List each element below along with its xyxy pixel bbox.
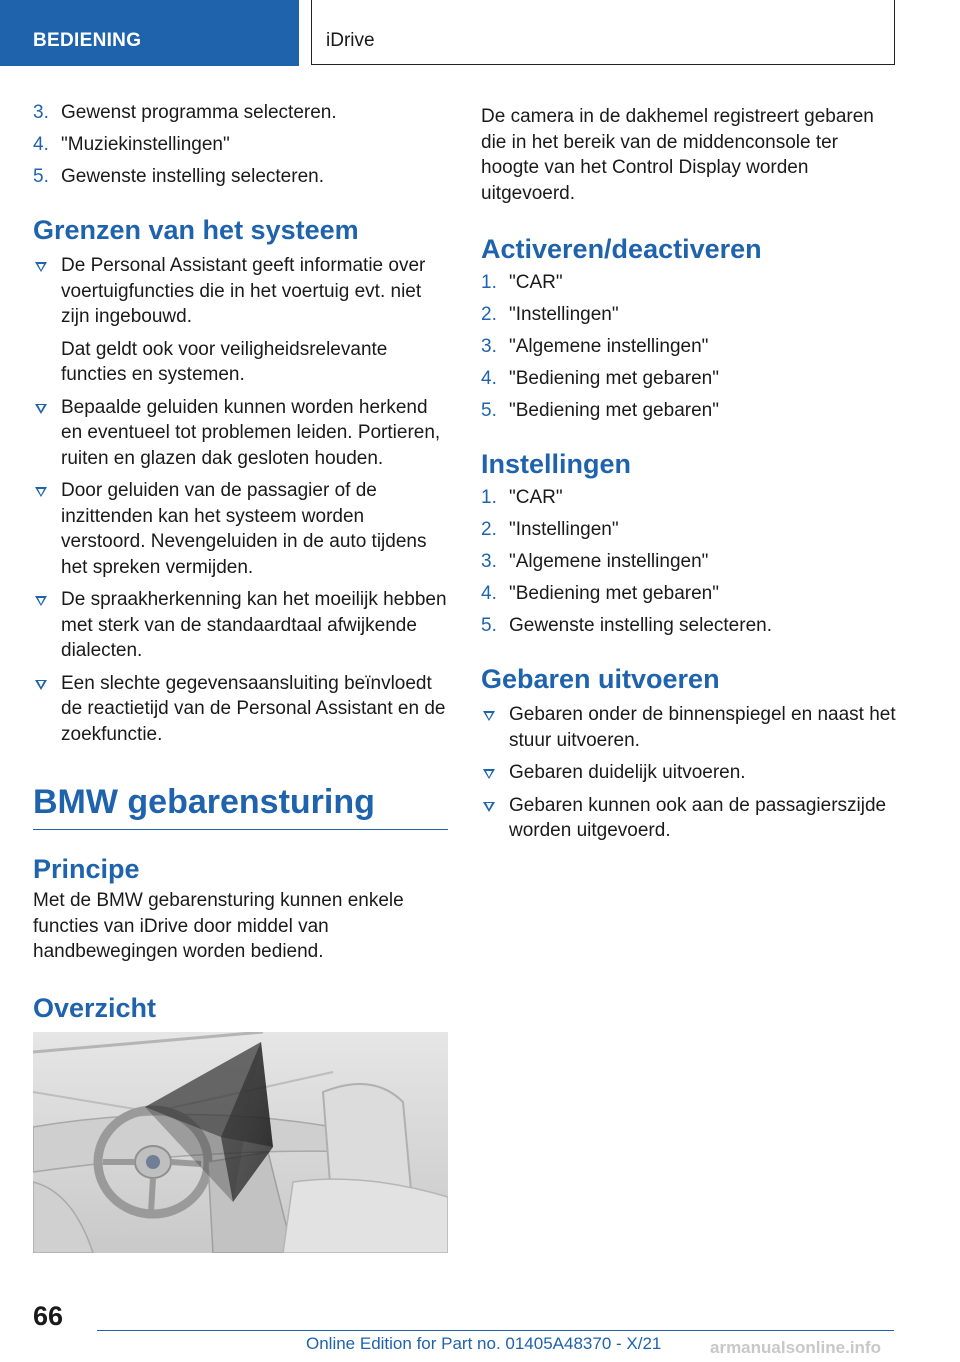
heading-bmw-gebarensturing: BMW gebarensturing	[33, 783, 375, 821]
list-item: Bepaalde geluiden kunnen worden herkend en eventueel tot problemen leiden. Portieren, ruiten en glazen dak gesloten houden.	[33, 395, 448, 472]
header-chapter-box	[311, 0, 895, 65]
heading-principe: Principe	[33, 854, 140, 884]
heading-instellingen: Instellingen	[481, 449, 632, 479]
heading-grenzen: Grenzen van het systeem	[33, 215, 359, 245]
list-item: Gebaren kunnen ook aan de passagierszijde worden uitgevoerd.	[481, 793, 896, 844]
header-chapter-title: iDrive	[326, 30, 375, 51]
triangle-bullet-icon	[483, 802, 495, 812]
settings-steps	[481, 485, 896, 638]
list-item: Door geluiden van de passagier of de inzittenden kan het systeem worden verstoord. Nevengeluiden in de auto tijdens het spreken vermijden.	[33, 478, 448, 580]
header-section-tab	[0, 0, 299, 66]
list-item: 4. "Muziekinstellingen"	[33, 134, 230, 155]
triangle-bullet-icon	[35, 404, 47, 414]
list-item: Een slechte gegevensaansluiting beïnvloedt de reactietijd van de Personal Assistant en de zoekfunctie.	[33, 671, 448, 748]
list-item: 3. "Algemene instellingen"	[481, 551, 709, 572]
heading-rule	[33, 829, 448, 830]
right-column	[481, 104, 896, 851]
car-interior-image	[33, 1032, 448, 1253]
camera-intro-text: De camera in de dakhemel registreert gebaren die in het bereik van de middenconsole ter hoogte van het Control Display worden uitgevoerd.	[481, 106, 874, 204]
activate-steps	[481, 270, 896, 423]
principle-text: Met de BMW gebarensturing kunnen enkele functies van iDrive door middel van handbewegingen worden bediend.	[33, 890, 404, 962]
list-item: 2. "Instellingen"	[481, 304, 619, 325]
heading-overzicht: Overzicht	[33, 992, 157, 1023]
list-item: 5. "Bediening met gebaren"	[481, 400, 719, 421]
list-item: 3. "Algemene instellingen"	[481, 336, 709, 357]
footer-edition: Online Edition for Part no. 01405A48370 - X/21	[306, 1334, 662, 1353]
footer-rule	[97, 1330, 894, 1331]
list-item: 3. Gewenst programma selecteren.	[33, 102, 337, 123]
triangle-bullet-icon	[35, 680, 47, 690]
list-item: 5. Gewenste instelling selecteren.	[33, 166, 324, 187]
list-item: 1. "CAR"	[481, 487, 563, 508]
gesture-camera-illustration-icon	[33, 1032, 448, 1253]
list-item: Gebaren onder de binnenspiegel en naast het stuur uitvoeren.	[481, 702, 896, 753]
heading-gebaren-uitvoeren: Gebaren uitvoeren	[481, 664, 720, 694]
step-list-programma	[33, 100, 448, 189]
triangle-bullet-icon	[483, 769, 495, 779]
page-number: 66	[33, 1301, 64, 1331]
limits-list	[33, 253, 448, 747]
heading-activeren: Activeren/deactiveren	[481, 234, 762, 264]
list-item: 1. "CAR"	[481, 272, 563, 293]
list-item: De spraakherkenning kan het moeilijk hebben met sterk van de standaardtaal afwijkende dialecten.	[33, 587, 448, 664]
triangle-bullet-icon	[35, 596, 47, 606]
list-item: 4. "Bediening met gebaren"	[481, 583, 719, 604]
list-item: 2. "Instellingen"	[481, 519, 619, 540]
list-item: De Personal Assistant geeft informatie over voertuigfuncties die in het voertuig evt. niet zijn ingebouwd. Dat geldt ook voor veiligheidsrelevante functies en systemen.	[33, 253, 448, 388]
triangle-bullet-icon	[35, 487, 47, 497]
header-section-title: BEDIENING	[33, 30, 142, 51]
gestures-list	[481, 702, 896, 844]
list-item: 4. "Bediening met gebaren"	[481, 368, 719, 389]
left-column	[33, 100, 448, 1025]
list-item: 5. Gewenste instelling selecteren.	[481, 615, 772, 636]
triangle-bullet-icon	[483, 711, 495, 721]
footer-watermark: armanualsonline.info	[710, 1338, 881, 1357]
list-item: Gebaren duidelijk uitvoeren.	[481, 760, 896, 786]
triangle-bullet-icon	[35, 262, 47, 272]
